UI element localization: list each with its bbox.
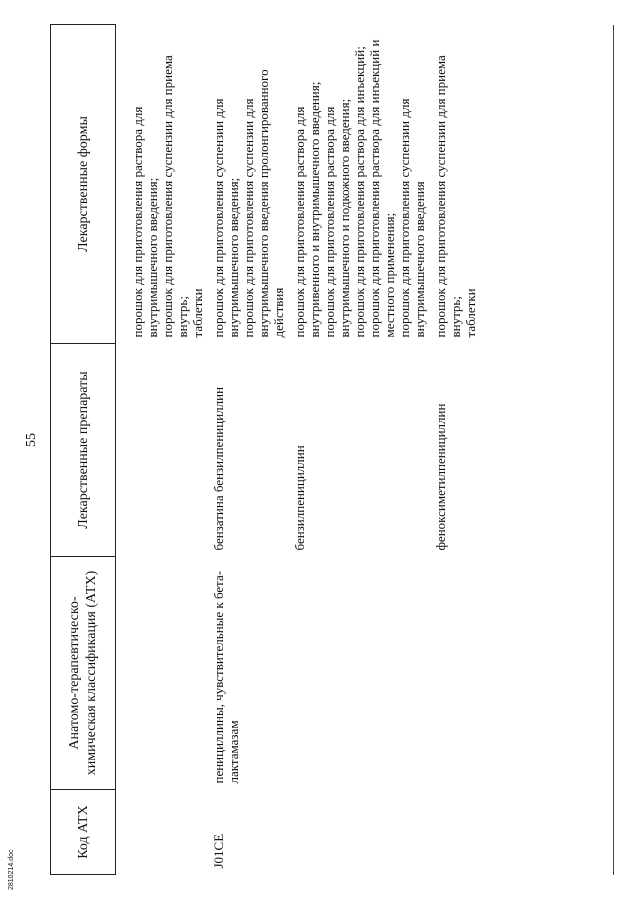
table-row <box>130 25 211 875</box>
form-item: порошок для приготовления суспензии для внутримышечного введения пролонгированного действия <box>241 69 286 338</box>
form-item: порошок для приготовления раствора для внутримышечного введения; <box>130 106 160 338</box>
form-item: порошок для приготовления суспензии для приема внутрь; <box>160 55 190 338</box>
cell-code: J01CE <box>211 833 226 869</box>
header-classification: Анатомо-терапевтическо-химическая классификация (АТХ) <box>51 557 116 790</box>
cell-drug: бензилпенициллин <box>292 445 307 551</box>
header-forms: Лекарственные формы <box>51 25 116 344</box>
cell-classification: пенициллины, чувствительные к бета-лактамазам <box>211 570 241 784</box>
form-item: порошок для приготовления раствора для внутривенного и внутримышечного введения; <box>292 81 322 338</box>
spacer-row <box>116 25 131 875</box>
cell-forms <box>292 25 433 344</box>
table-header-row <box>51 25 116 875</box>
table-row <box>433 25 484 875</box>
cell-forms <box>130 25 211 344</box>
cell-code <box>292 790 433 875</box>
cell-drug: феноксиметилпенициллин <box>433 403 448 551</box>
cell-forms <box>433 25 484 344</box>
table-row <box>211 25 292 875</box>
form-item: порошок для приготовления суспензии для внутримышечного введения; <box>211 98 241 338</box>
cell-classification <box>130 557 211 790</box>
form-item: порошок для приготовления раствора для инъекций; <box>352 46 367 338</box>
page-number: 55 <box>24 433 39 447</box>
doc-code: 2810214.doc <box>8 849 15 890</box>
form-item: порошок для приготовления суспензии для внутримышечного введения <box>397 98 427 338</box>
atx-table <box>50 24 484 875</box>
cell-code <box>130 790 211 875</box>
cell-drug: бензатина бензилпенициллин <box>211 386 226 551</box>
form-item: порошок для приготовления раствора для инъекций и местного применения; <box>367 39 397 338</box>
cell-forms <box>211 25 292 344</box>
form-item: порошок для приготовления суспензии для приема внутрь; <box>433 55 463 338</box>
bottom-rule <box>613 25 614 875</box>
form-item: таблетки <box>190 288 205 338</box>
form-item: порошок для приготовления раствора для внутримышечного и подкожного введения; <box>322 98 352 338</box>
cell-code <box>433 790 484 875</box>
table-row <box>292 25 433 875</box>
form-item: таблетки <box>463 288 478 338</box>
header-code: Код АТХ <box>51 790 116 875</box>
rotated-page <box>20 25 620 875</box>
cell-classification <box>433 557 484 790</box>
header-drugs: Лекарственные препараты <box>51 344 116 557</box>
cell-drug <box>130 344 211 557</box>
cell-classification <box>292 557 433 790</box>
